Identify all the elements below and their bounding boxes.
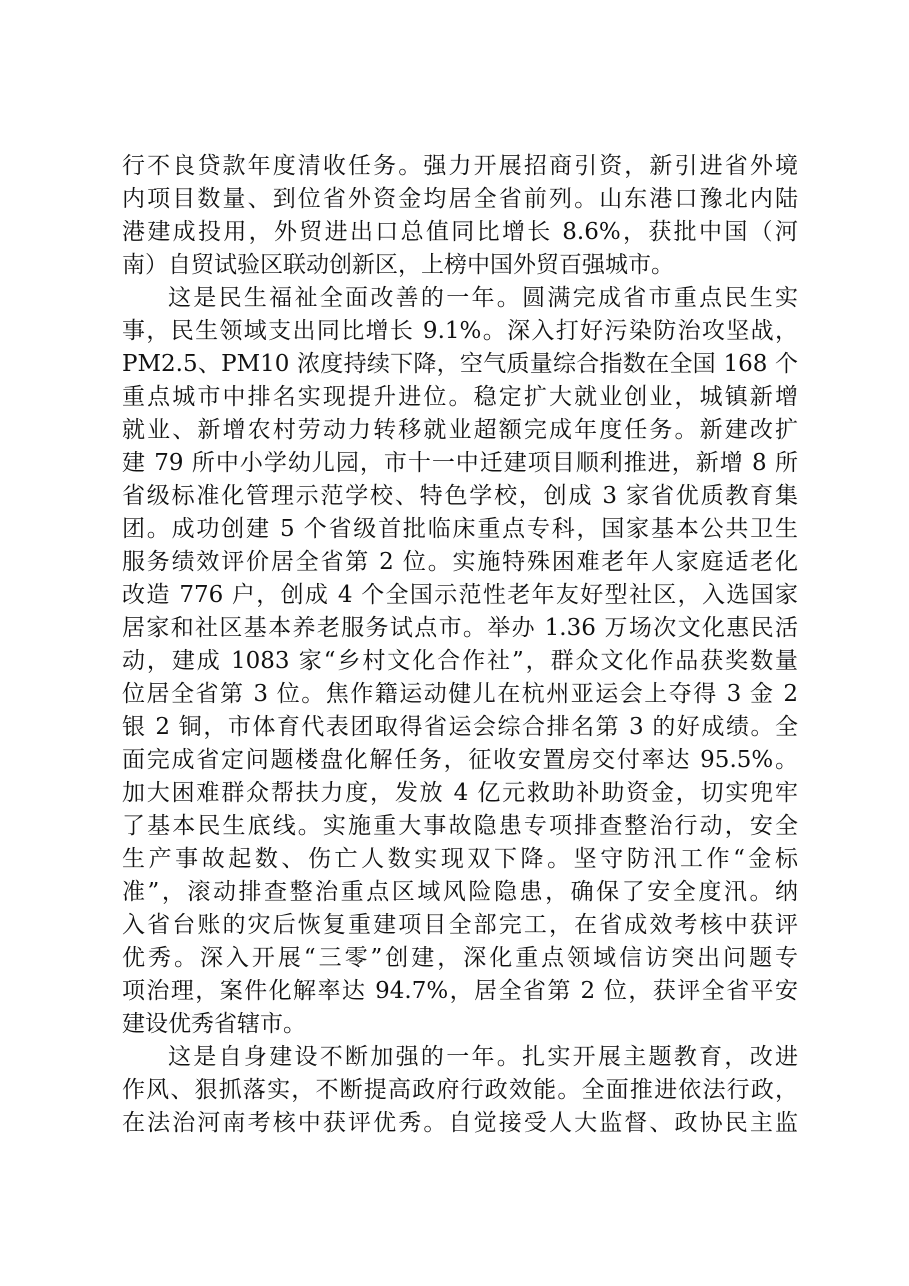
text-line: 动，建成 1083 家“乡村文化合作社”，群众文化作品获奖数量 <box>122 648 798 674</box>
text-line: 就业、新增农村劳动力转移就业超额完成年度任务。新建改扩 <box>122 417 798 443</box>
text-line: 作风、狠抓落实，不断提高政府行政效能。全面推进依法行政， <box>122 1077 798 1103</box>
text-line: 团。成功创建 5 个省级首批临床重点专科，国家基本公共卫生 <box>122 516 798 542</box>
text-line: 南）自贸试验区联动创新区，上榜中国外贸百强城市。 <box>122 252 674 278</box>
text-line: 省级标准化管理示范学校、特色学校，创成 3 家省优质教育集 <box>122 483 798 509</box>
text-line: 居家和社区基本养老服务试点市。举办 1.36 万场次文化惠民活 <box>122 615 798 641</box>
text-line: 改造 776 户，创成 4 个全国示范性老年友好型社区，入选国家 <box>122 582 798 608</box>
text-line: 港建成投用，外贸进出口总值同比增长 8.6%，获批中国（河 <box>122 219 798 245</box>
text-line: 面完成省定问题楼盘化解任务，征收安置房交付率达 95.5%。 <box>122 747 798 773</box>
text-line: 建 79 所中小学幼儿园，市十一中迁建项目顺利推进，新增 8 所 <box>122 450 798 476</box>
text-line: 加大困难群众帮扶力度，发放 4 亿元救助补助资金，切实兜牢 <box>122 780 798 806</box>
text-line: 建设优秀省辖市。 <box>122 1011 306 1037</box>
text-line: 入省台账的灾后恢复重建项目全部完工，在省成效考核中获评 <box>122 912 798 938</box>
text-line: 银 2 铜，市体育代表团取得省运会综合排名第 3 的好成绩。全 <box>122 714 798 740</box>
paragraph-3 <box>122 1041 798 1140</box>
text-line: 位居全省第 3 位。焦作籍运动健儿在杭州亚运会上夺得 3 金 2 <box>122 681 798 707</box>
text-line: 准”，滚动排查整治重点区域风险隐患，确保了安全度汛。纳 <box>122 879 798 905</box>
paragraph-1 <box>122 150 798 282</box>
text-line: 内项目数量、到位省外资金均居全省前列。山东港口豫北内陆 <box>122 186 798 212</box>
text-line: 了基本民生底线。实施重大事故隐患专项排查整治行动，安全 <box>122 813 798 839</box>
text-line: 行不良贷款年度清收任务。强力开展招商引资，新引进省外境 <box>122 153 798 179</box>
text-line: 服务绩效评价居全省第 2 位。实施特殊困难老年人家庭适老化 <box>122 549 798 575</box>
document-body <box>122 150 798 1140</box>
text-line: 优秀。深入开展“三零”创建，深化重点领域信访突出问题专 <box>122 945 798 971</box>
text-line: 这是自身建设不断加强的一年。扎实开展主题教育，改进 <box>168 1044 798 1070</box>
text-line: 项治理，案件化解率达 94.7%，居全省第 2 位，获评全省平安 <box>122 978 798 1004</box>
paragraph-2 <box>122 282 798 1041</box>
text-line: 在法治河南考核中获评优秀。自觉接受人大监督、政协民主监 <box>122 1110 798 1136</box>
text-line: 生产事故起数、伤亡人数实现双下降。坚守防汛工作“金标 <box>122 846 798 872</box>
text-line: 这是民生福祉全面改善的一年。圆满完成省市重点民生实 <box>168 285 798 311</box>
text-line: PM2.5、PM10 浓度持续下降，空气质量综合指数在全国 168 个 <box>122 351 798 377</box>
text-line: 重点城市中排名实现提升进位。稳定扩大就业创业，城镇新增 <box>122 384 798 410</box>
text-line: 事，民生领域支出同比增长 9.1%。深入打好污染防治攻坚战， <box>122 318 798 344</box>
